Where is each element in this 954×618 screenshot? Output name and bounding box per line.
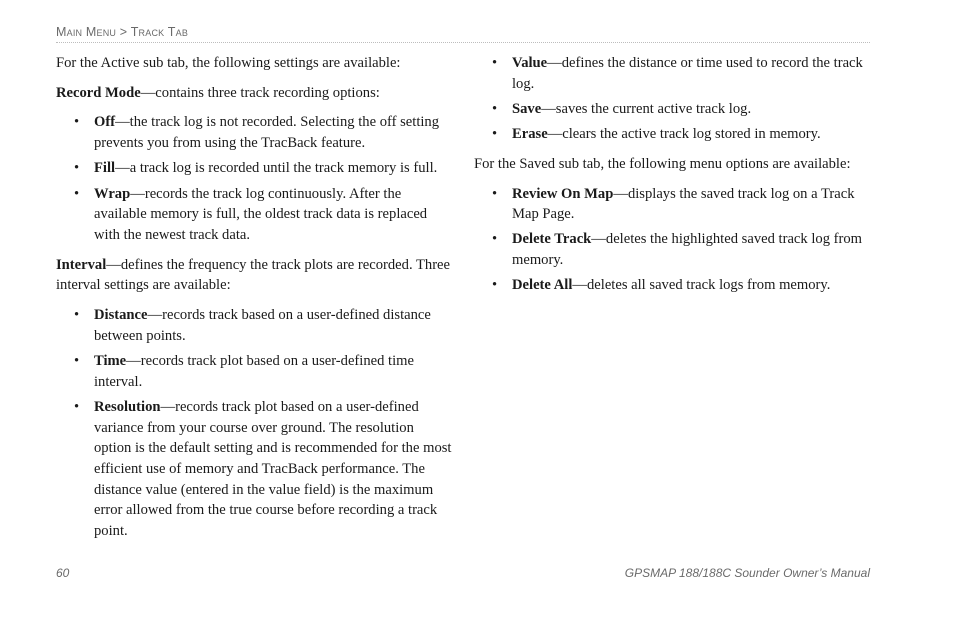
list-item [474, 184, 870, 225]
list-item [56, 184, 452, 246]
bullet-icon: • [492, 277, 498, 294]
record-mode-desc: —contains three track recording options: [140, 84, 380, 101]
item-desc: —records track plot based on a user-defined variance from your course over ground. The resolution option is the default setting and is recommended for the most efficient use of memory and TracBack performance. The distance value (entered in the value field) is the maximum error allowed from the true course before recording a track point. [94, 398, 452, 540]
interval-list [56, 305, 452, 542]
bullet-icon: • [74, 307, 80, 324]
record-mode-list [56, 112, 452, 245]
item-term: Resolution [94, 398, 161, 415]
record-mode-paragraph [56, 83, 452, 104]
bullet-icon: • [492, 185, 498, 202]
active-subtab-intro: For the Active sub tab, the following settings are available: [56, 55, 401, 71]
list-item [474, 53, 870, 94]
saved-options-list [474, 184, 870, 297]
record-mode-term: Record Mode [56, 84, 141, 101]
item-desc: —a track log is recorded until the track memory is full. [115, 160, 438, 177]
right-column [474, 53, 870, 305]
list-item [56, 112, 452, 153]
item-desc: —records track plot based on a user-defined time interval. [94, 352, 414, 390]
item-term: Fill [94, 160, 116, 177]
item-term: Review On Map [512, 185, 614, 202]
item-desc: —records the track log continuously. After the available memory is full, the oldest track data is replaced with the newest track data. [94, 185, 428, 243]
item-term: Wrap [94, 185, 131, 202]
list-item [474, 275, 870, 296]
item-desc: —deletes all saved track logs from memory. [572, 277, 831, 294]
page-number: 60 [56, 566, 70, 580]
bullet-icon: • [74, 185, 80, 202]
item-desc: —defines the distance or time used to record the track log. [512, 55, 863, 92]
manual-title: GPSMAP 188/188C Sounder Owner’s Manual [624, 566, 870, 580]
breadcrumb: Main Menu > Track Tab [56, 25, 870, 43]
interval-paragraph [56, 255, 452, 296]
list-item [56, 397, 452, 542]
bullet-icon: • [74, 352, 80, 369]
item-term: Erase [512, 126, 548, 143]
bullet-icon: • [74, 114, 80, 131]
item-desc: —saves the current active track log. [541, 100, 752, 117]
bullet-icon: • [74, 398, 80, 415]
item-desc: —clears the active track log stored in memory. [547, 126, 821, 143]
item-term: Off [94, 114, 116, 131]
bullet-icon: • [74, 160, 80, 177]
left-column [56, 53, 452, 551]
bullet-icon: • [492, 55, 498, 71]
interval-term: Interval [56, 256, 107, 273]
interval-desc: —defines the frequency the track plots are recorded. Three interval settings are available: [56, 256, 451, 294]
item-term: Value [512, 55, 548, 71]
list-item [56, 158, 452, 179]
item-desc: —records track based on a user-defined distance between points. [94, 307, 431, 344]
item-term: Time [94, 352, 127, 369]
item-desc: —deletes the highlighted saved track log from memory. [512, 231, 863, 269]
saved-subtab-intro: For the Saved sub tab, the following menu options are available: [474, 155, 851, 172]
item-term: Distance [94, 307, 148, 324]
bullet-icon: • [492, 126, 498, 143]
item-term: Save [512, 100, 542, 117]
list-item [56, 305, 452, 346]
active-options-list [474, 53, 870, 145]
item-term: Delete Track [512, 231, 592, 248]
bullet-icon: • [492, 100, 498, 117]
item-term: Delete All [512, 277, 573, 294]
item-desc: —displays the saved track log on a Track Map Page. [512, 185, 855, 223]
list-item [56, 351, 452, 392]
bullet-icon: • [492, 231, 498, 248]
list-item [474, 99, 870, 120]
list-item [474, 124, 870, 145]
item-desc: —the track log is not recorded. Selecting the off setting prevents you from using the TracBack feature. [94, 114, 440, 152]
list-item [474, 229, 870, 270]
